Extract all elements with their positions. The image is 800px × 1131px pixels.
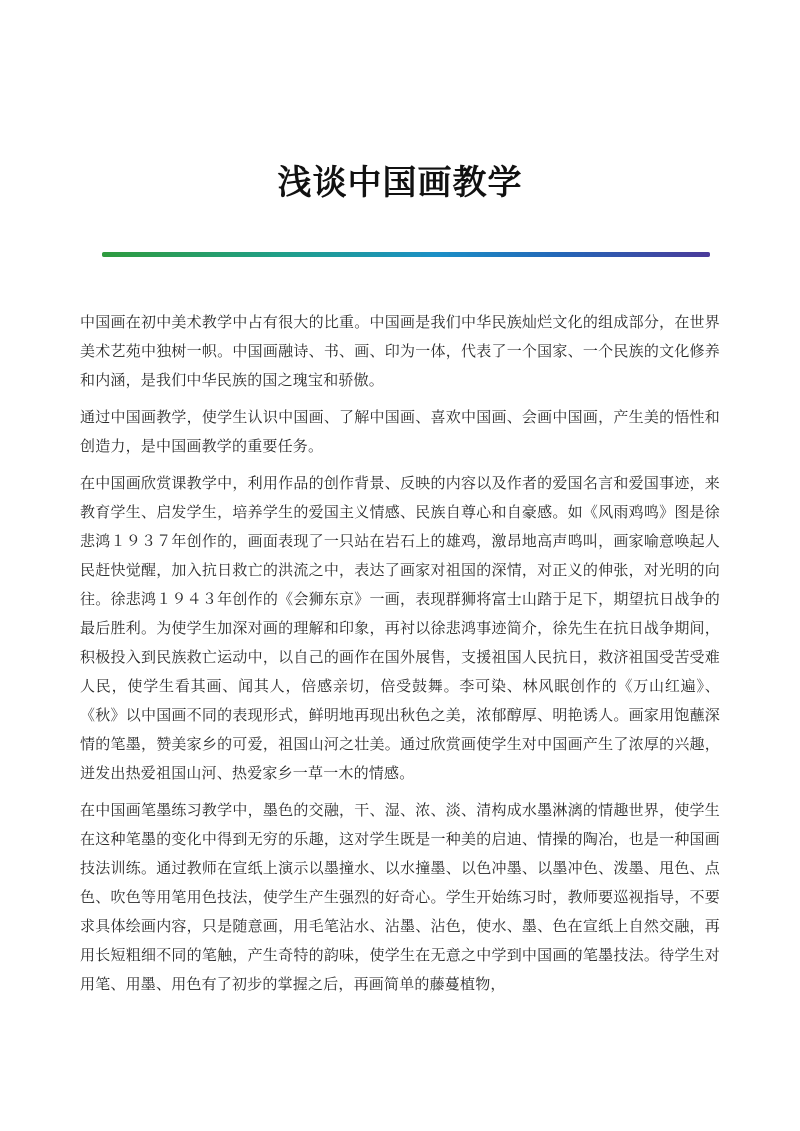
- paragraph-1: 中国画在初中美术教学中占有很大的比重。中国画是我们中华民族灿烂文化的组成部分，在世界美术艺苑中独树一帜。中国画融诗、书、画、印为一体，代表了一个国家、一个民族的文化修养和内涵，是我们中华民族的国之瑰宝和骄傲。: [80, 313, 720, 389]
- paragraph-4: 在中国画笔墨练习教学中，墨色的交融，干、湿、浓、淡、清构成水墨淋漓的情趣世界，使学生在这种笔墨的变化中得到无穷的乐趣，这对学生既是一种美的启迪、情操的陶冶，也是一种国画技法训练。通过教师在宣纸上演示以墨撞水、以水撞墨、以色冲墨、以墨冲色、泼墨、甩色、点色、吹色等用笔用色技法，使学生产生强烈的好奇心。学生开始练习时，教师要巡视指导，不要求具体绘画内容，只是随意画，用毛笔沾水、沾墨、沾色，使水、墨、色在宣纸上自然交融，再用长短粗细不同的笔触，产生奇特的韵味，使学生在无意之中学到中国画的笔墨技法。待学生对用笔、用墨、用色有了初步的掌握之后，再画简单的藤蔓植物，: [80, 801, 720, 993]
- article-body: [80, 308, 720, 1007]
- paragraph-2: 通过中国画教学，使学生认识中国画、了解中国画、喜欢中国画、会画中国画，产生美的悟性和创造力，是中国画教学的重要任务。: [80, 408, 720, 455]
- paragraph-3: 在中国画欣赏课教学中，利用作品的创作背景、反映的内容以及作者的爱国名言和爱国事迹，来教育学生、启发学生，培养学生的爱国主义情感、民族自尊心和自豪感。如《风雨鸡鸣》图是徐悲鸿１９３７年创作的，画面表现了一只站在岩石上的雄鸡，激昂地高声鸣叫，画家喻意唤起人民赶快觉醒，加入抗日救亡的洪流之中，表达了画家对祖国的深情，对正义的伸张，对光明的向往。徐悲鸿１９４３年创作的《会狮东京》一画，表现群狮将富士山踏于足下，期望抗日战争的最后胜利。为使学生加深对画的理解和印象，再衬以徐悲鸿事迹简介，徐先生在抗日战争期间，积极投入到民族救亡运动中，以自己的画作在国外展售，支援祖国人民抗日，救济祖国受苦受难人民，使学生看其画、闻其人，倍感亲切，倍受鼓舞。李可染、林风眠创作的《万山红遍》、《秋》以中国画不同的表现形式，鲜明地再现出秋色之美，浓郁醇厚、明艳诱人。画家用饱蘸深情的笔墨，赞美家乡的可爱，祖国山河之壮美。通过欣赏画使学生对中国画产生了浓厚的兴趣，迸发出热爱祖国山河、热爱家乡一草一木的情感。: [80, 474, 720, 782]
- page-title: 浅谈中国画教学: [277, 163, 523, 203]
- title-divider: [102, 252, 710, 257]
